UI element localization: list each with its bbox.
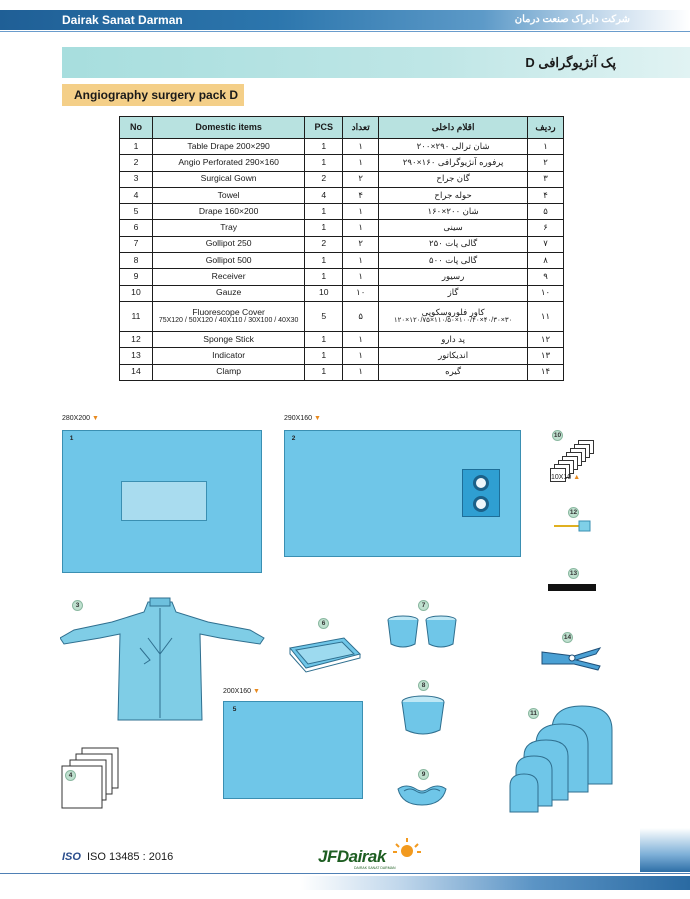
cell-no: 9	[120, 269, 153, 285]
col-header-row-fa: ردیف	[528, 117, 564, 139]
cell-item-fa-sizes: ۳۰×۴۰/۳۰×۱۰۰/۴۰×۱۱۰/۵۰×۱۲۰/۷۵×۱۲۰	[393, 317, 513, 325]
drape-1-dimension	[62, 415, 99, 422]
cell-pcs: 1	[305, 364, 343, 380]
header-bar	[0, 10, 690, 30]
cell-qty-fa: ۱	[343, 269, 379, 285]
cell-item-fa: پد دارو	[379, 331, 528, 347]
cell-no: 14	[120, 364, 153, 380]
badge-10: 10	[553, 432, 562, 439]
cell-pcs: 2	[305, 236, 343, 252]
corner-decoration	[640, 828, 690, 872]
cell-domestic	[152, 301, 304, 331]
cell-qty-fa: ۱	[343, 220, 379, 236]
cell-domestic: Indicator	[152, 348, 304, 364]
drape-1-dimension-text: 280X200	[62, 415, 91, 422]
cell-pcs: 1	[305, 139, 343, 155]
cell-row-fa: ۶	[528, 220, 564, 236]
cell-item-fa: شان ۲۰۰×۱۶۰	[379, 204, 528, 220]
cell-no: 6	[120, 220, 153, 236]
cell-row-fa: ۱۰	[528, 285, 564, 301]
cell-qty-fa: ۱	[343, 348, 379, 364]
cell-no: 8	[120, 253, 153, 269]
cell-domestic-main: Fluorescope Cover	[192, 306, 265, 317]
cell-no: 7	[120, 236, 153, 252]
cell-row-fa: ۷	[528, 236, 564, 252]
footer-bar	[300, 876, 690, 890]
table-row	[120, 204, 564, 220]
cell-item-fa: پرفوره آنژیوگرافی ۱۶۰×۲۹۰	[379, 155, 528, 171]
cell-qty-fa: ۱	[343, 253, 379, 269]
table-row	[120, 155, 564, 171]
cell-domestic: Angio Perforated 290×160	[152, 155, 304, 171]
col-header-items-fa: اقلام داخلی	[379, 117, 528, 139]
company-name-en: Dairak Sanat Darman	[62, 13, 183, 27]
badge-4: 4	[65, 770, 76, 781]
badge-12: 12	[569, 509, 578, 516]
table-row	[120, 364, 564, 380]
badge-11: 11	[528, 708, 539, 719]
cell-no: 3	[120, 171, 153, 187]
cell-row-fa: ۱۴	[528, 364, 564, 380]
cell-item-fa-main: کاور فلوروسکوپی	[421, 306, 485, 317]
cell-row-fa: ۱۳	[528, 348, 564, 364]
cell-pcs: 1	[305, 331, 343, 347]
cell-item-fa: گالی پات ۲۵۰	[379, 236, 528, 252]
cell-pcs: 1	[305, 269, 343, 285]
cell-qty-fa: ۱۰	[343, 285, 379, 301]
cell-item-fa: گان جراح	[379, 171, 528, 187]
drape-5-dimension-text: 200X160	[223, 688, 252, 695]
cell-no: 1	[120, 139, 153, 155]
cell-pcs: 1	[305, 204, 343, 220]
cell-row-fa: ۵	[528, 204, 564, 220]
cell-pcs: 10	[305, 285, 343, 301]
cell-row-fa: ۱۲	[528, 331, 564, 347]
cell-row-fa: ۱	[528, 139, 564, 155]
cell-qty-fa: ۱	[343, 364, 379, 380]
cell-domestic: Gollipot 500	[152, 253, 304, 269]
cell-item-fa: اندیکاتور	[379, 348, 528, 364]
cell-item-fa: رسیور	[379, 269, 528, 285]
table-row	[120, 301, 564, 331]
cell-domestic: Table Drape 200×290	[152, 139, 304, 155]
page-title-en: Angiography surgery pack D	[62, 84, 244, 106]
down-arrow-icon: ▼	[91, 415, 99, 422]
table-row	[120, 285, 564, 301]
company-logo	[318, 838, 422, 870]
cell-no: 12	[120, 331, 153, 347]
gollipot-500-icon	[399, 694, 447, 738]
badge-7: 7	[418, 600, 429, 611]
page-title-fa: پک آنژیوگرافی D	[525, 55, 616, 70]
cell-pcs: 5	[305, 301, 343, 331]
clamp-icon	[540, 644, 602, 672]
items-table	[119, 116, 564, 381]
logo-wordmark: JFDairak	[318, 847, 386, 866]
cell-item-fa: شان ترالی ۲۹۰×۲۰۰	[379, 139, 528, 155]
cell-qty-fa: ۱	[343, 204, 379, 220]
col-header-pcs: PCS	[305, 117, 343, 139]
angio-perforated-drape-illustration	[284, 430, 521, 557]
table-header-row	[120, 117, 564, 139]
col-header-no: No	[120, 117, 153, 139]
cell-no: 10	[120, 285, 153, 301]
badge-2: 2	[291, 435, 296, 442]
badge-3: 3	[72, 600, 83, 611]
cell-row-fa: ۸	[528, 253, 564, 269]
title-band	[62, 47, 690, 78]
table-row	[120, 236, 564, 252]
port-hole-icon	[473, 475, 489, 491]
fluoroscope-cover-icon	[506, 700, 616, 816]
cell-pcs: 1	[305, 220, 343, 236]
cell-item-fa: گالی پات ۵۰۰	[379, 253, 528, 269]
cell-domestic: Surgical Gown	[152, 171, 304, 187]
table-row	[120, 253, 564, 269]
logo-tagline: DAIRAK SANAT DARMAN	[354, 866, 396, 870]
table-row	[120, 220, 564, 236]
cell-domestic: Clamp	[152, 364, 304, 380]
cell-item-fa: گیره	[379, 364, 528, 380]
iso-certification	[62, 851, 173, 863]
cell-qty-fa: ۲	[343, 171, 379, 187]
table-row	[120, 269, 564, 285]
cell-domestic: Receiver	[152, 269, 304, 285]
tray-icon	[284, 632, 364, 674]
cell-row-fa: ۳	[528, 171, 564, 187]
cell-domestic: Sponge Stick	[152, 331, 304, 347]
gauze-dimension-text: 10X10	[551, 474, 572, 481]
iso-logo-icon: ISO	[62, 851, 81, 863]
cell-item-fa: سینی	[379, 220, 528, 236]
col-header-domestic: Domestic items	[152, 117, 304, 139]
up-arrow-icon: ▲	[573, 474, 581, 481]
badge-8: 8	[418, 680, 429, 691]
receiver-icon	[396, 781, 448, 809]
badge-1: 1	[69, 435, 74, 442]
drape-5-dimension	[223, 688, 260, 695]
table-row	[120, 171, 564, 187]
cell-row-fa: ۴	[528, 187, 564, 203]
sponge-stick-icon	[552, 518, 592, 534]
cell-row-fa: ۱۱	[528, 301, 564, 331]
badge-13: 13	[569, 570, 578, 577]
cell-no: 11	[120, 301, 153, 331]
gollipot-250-icon	[386, 614, 460, 652]
cell-row-fa: ۹	[528, 269, 564, 285]
cell-pcs: 2	[305, 171, 343, 187]
cell-qty-fa: ۱	[343, 331, 379, 347]
drape-window	[121, 481, 207, 521]
cell-pcs: 1	[305, 348, 343, 364]
badge-9: 9	[418, 769, 429, 780]
cell-item-fa: گاز	[379, 285, 528, 301]
cell-domestic-sizes: 75X120 / 50X120 / 40X110 / 30X100 / 40X30	[158, 317, 299, 325]
sun-logo-icon	[392, 838, 422, 862]
cell-no: 5	[120, 204, 153, 220]
cell-pcs: 1	[305, 155, 343, 171]
iso-text: ISO 13485 : 2016	[86, 851, 174, 863]
cell-pcs: 4	[305, 187, 343, 203]
cell-domestic: Tray	[152, 220, 304, 236]
cell-item-fa	[379, 301, 528, 331]
cell-row-fa: ۲	[528, 155, 564, 171]
cell-domestic: Gollipot 250	[152, 236, 304, 252]
drape-2-dimension	[284, 415, 321, 422]
table-row	[120, 331, 564, 347]
down-arrow-icon: ▼	[252, 688, 260, 695]
down-arrow-icon: ▼	[313, 415, 321, 422]
cell-qty-fa: ۵	[343, 301, 379, 331]
cell-qty-fa: ۱	[343, 139, 379, 155]
badge-14: 14	[563, 634, 572, 641]
drape-2-dimension-text: 290X160	[284, 415, 313, 422]
table-row	[120, 348, 564, 364]
cell-qty-fa: ۲	[343, 236, 379, 252]
port-hole-icon	[473, 496, 489, 512]
drape-5-illustration	[223, 701, 363, 799]
footer-divider	[0, 873, 690, 874]
badge-5: 5	[232, 706, 237, 713]
table-row	[120, 139, 564, 155]
badge-6: 6	[318, 618, 329, 629]
company-name-fa: شرکت دایراک صنعت درمان	[514, 14, 630, 25]
cell-domestic: Gauze	[152, 285, 304, 301]
header-divider	[0, 31, 690, 32]
indicator-strip	[548, 584, 596, 591]
cell-item-fa: حوله جراح	[379, 187, 528, 203]
cell-domestic: Drape 160×200	[152, 204, 304, 220]
cell-no: 4	[120, 187, 153, 203]
femoral-port	[462, 469, 500, 517]
col-header-qty-fa: تعداد	[343, 117, 379, 139]
cell-qty-fa: ۱	[343, 155, 379, 171]
table-row	[120, 187, 564, 203]
gauze-dimension	[551, 474, 580, 481]
cell-domestic: Towel	[152, 187, 304, 203]
table-drape-illustration	[62, 430, 262, 573]
cell-no: 13	[120, 348, 153, 364]
cell-pcs: 1	[305, 253, 343, 269]
cell-no: 2	[120, 155, 153, 171]
cell-qty-fa: ۴	[343, 187, 379, 203]
